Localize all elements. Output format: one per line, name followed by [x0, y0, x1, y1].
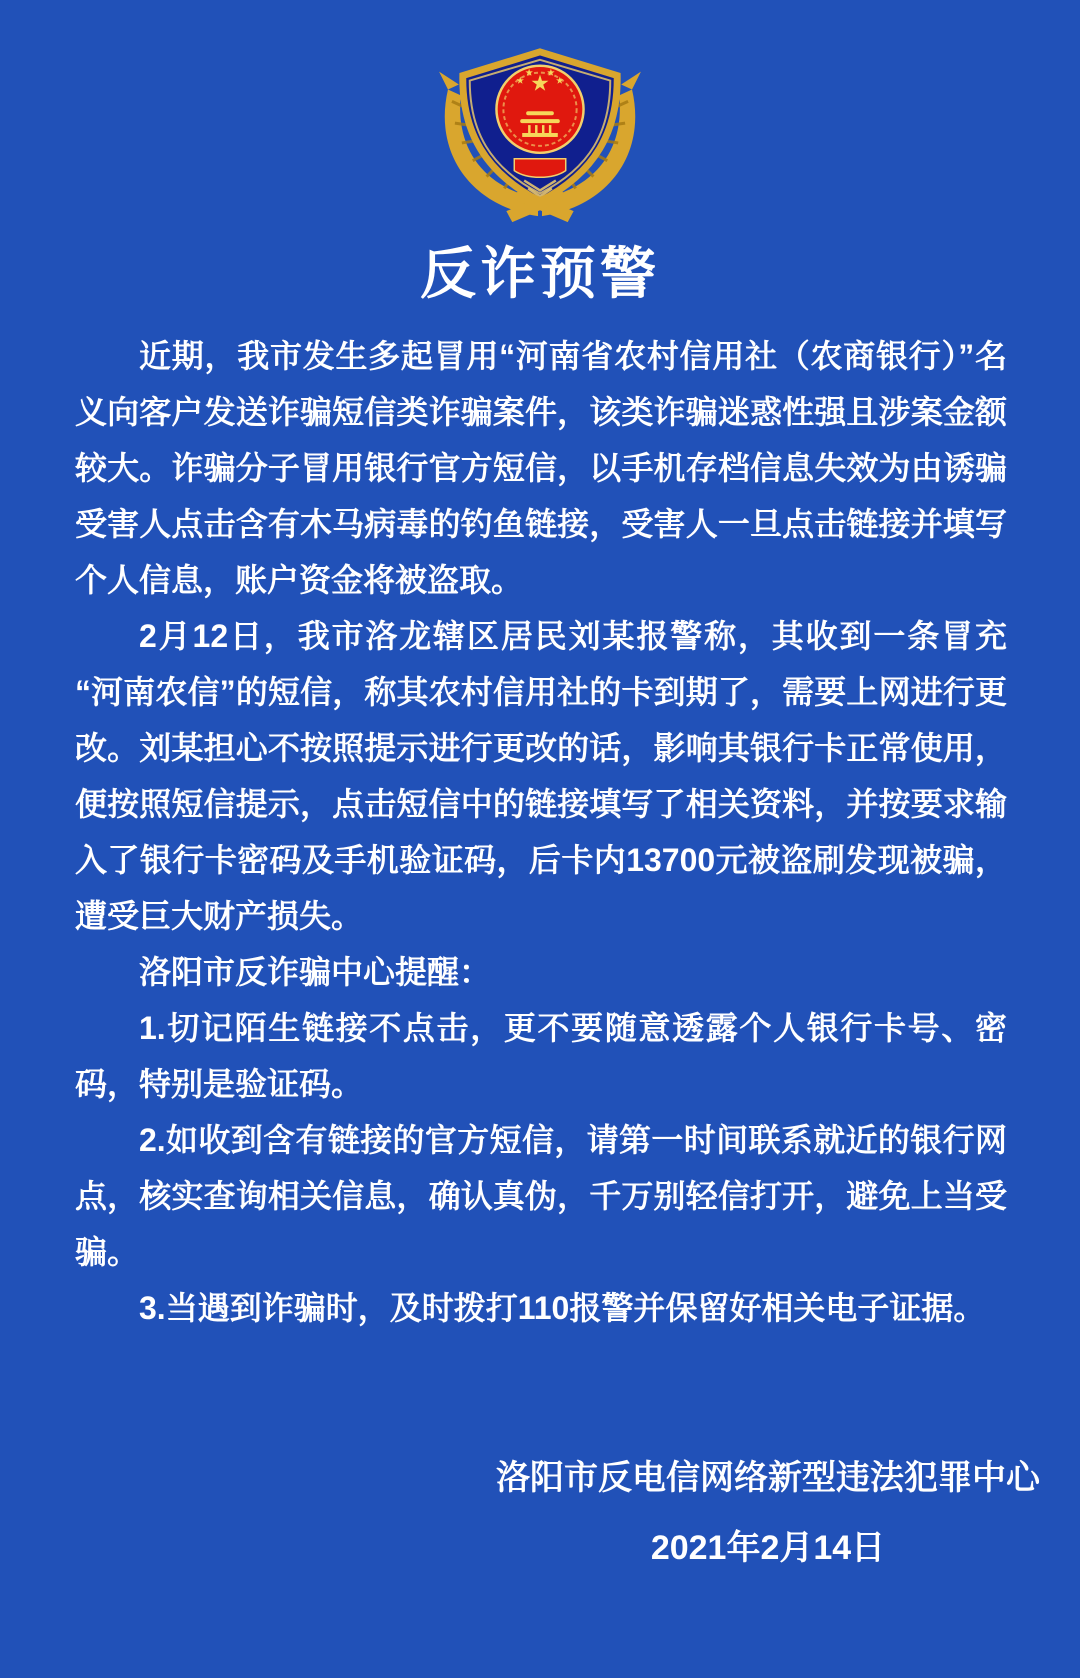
page-title: 反诈预警 [420, 242, 660, 305]
notice-body [75, 328, 1007, 1336]
paragraph-tip-1: 1.切记陌生链接不点击，更不要随意透露个人银行卡号、密码，特别是验证码。 [75, 1010, 1007, 1102]
signature-date: 2021年2月14日 [650, 1529, 886, 1567]
paragraph-reminder-heading: 洛阳市反诈骗中心提醒： [139, 954, 492, 990]
signature-organization: 洛阳市反电信网络新型违法犯罪中心 [496, 1459, 1040, 1497]
police-emblem-icon [421, 40, 659, 228]
paragraph-tip-3: 3.当遇到诈骗时，及时拨打110报警并保留好相关电子证据。 [139, 1290, 986, 1326]
paragraph-tip-2: 2.如收到含有链接的官方短信，请第一时间联系就近的银行网点，核实查询相关信息，确认真伪，千万别轻信打开，避免上当受骗。 [75, 1122, 1007, 1270]
paragraph-incident-overview: 近期，我市发生多起冒用“河南省农村信用社（农商银行）”名义向客户发送诈骗短信类诈骗案件，该类诈骗迷惑性强且涉案金额较大。诈骗分子冒用银行官方短信，以手机存档信息失效为由诱骗受害人点击含有木马病毒的钓鱼链接，受害人一旦点击链接并填写个人信息，账户资金将被盗取。 [75, 338, 1007, 598]
paragraph-case-example: 2月12日，我市洛龙辖区居民刘某报警称，其收到一条冒充“河南农信”的短信，称其农村信用社的卡到期了，需要上网进行更改。刘某担心不按照提示进行更改的话，影响其银行卡正常使用，便按照短信提示，点击短信中的链接填写了相关资料，并按要求输入了银行卡密码及手机验证码，后卡内13700元被盗刷发现被骗，遭受巨大财产损失。 [75, 618, 1007, 934]
signature-block [496, 1448, 1040, 1574]
